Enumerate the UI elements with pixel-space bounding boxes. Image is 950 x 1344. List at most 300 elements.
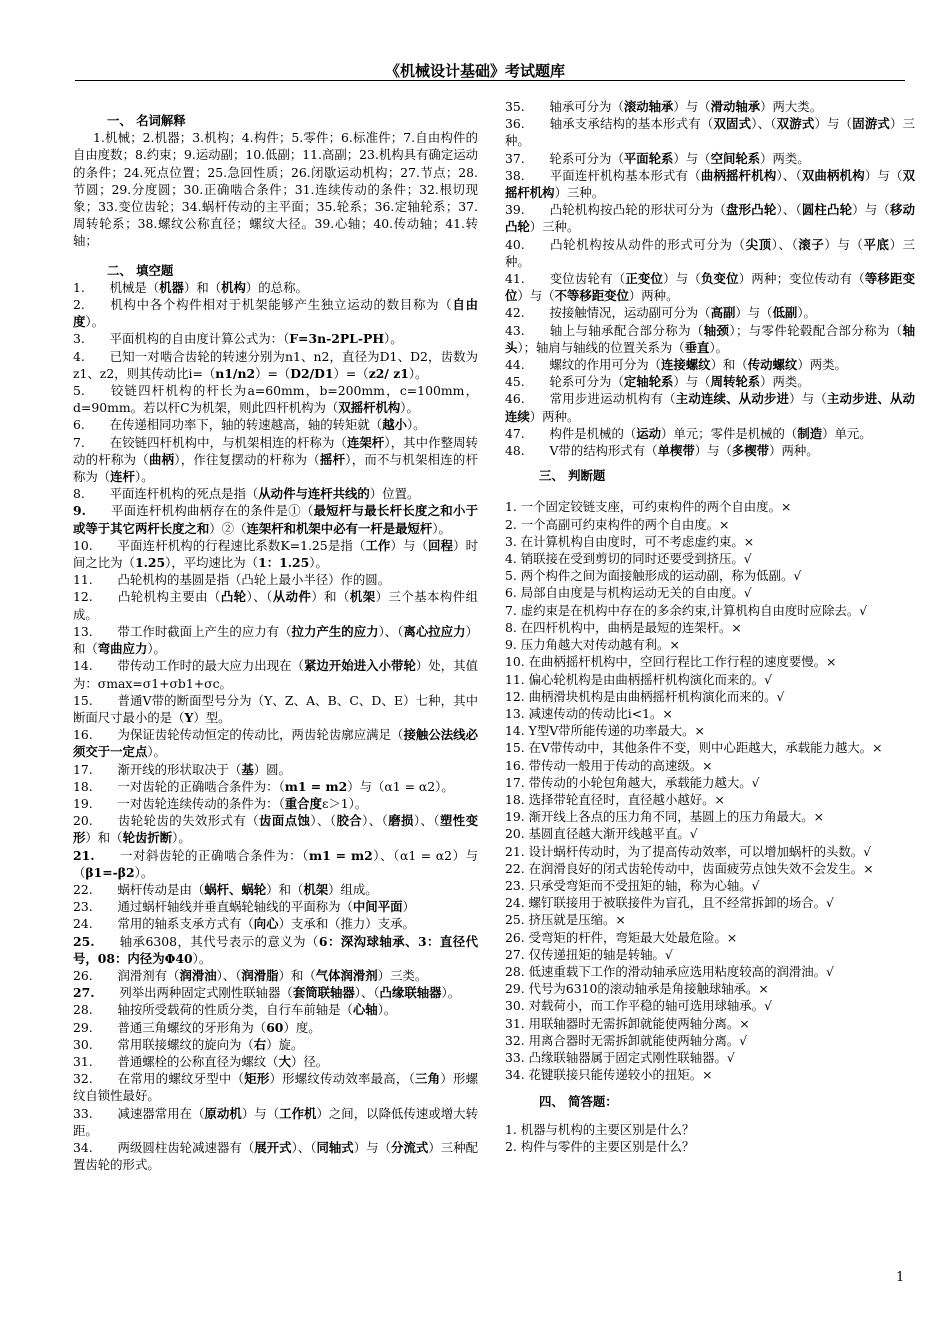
section-1-heading: 一、 名词解释 <box>107 113 186 128</box>
answer-text: 越小 <box>382 417 407 433</box>
question-text: ）。 <box>384 331 403 347</box>
answer-text: 1.25 <box>134 555 166 571</box>
question-text: 35. 轴承可分为（ <box>505 99 624 114</box>
answer-text: 三角 <box>415 1071 441 1087</box>
header-rule <box>75 80 905 81</box>
answer-text: 27. <box>73 985 120 1001</box>
true-false-item: 2. 一个高副可约束构件的两个自由度。× <box>505 516 730 532</box>
answer-text: 轴头 <box>505 322 915 355</box>
true-false-item: 31. 用联轴器时无需拆卸就能使两轴分离。× <box>505 1015 750 1031</box>
answer-text: 单楔带 <box>657 443 695 459</box>
true-false-item: 21. 设计蜗杆传动时，为了提高传动效率，可以增加蜗杆的头数。√ <box>505 843 872 859</box>
fill-in-item <box>73 502 478 536</box>
fill-in-item <box>73 915 478 932</box>
answer-text: 平底 <box>863 236 890 252</box>
answer-text: 制造 <box>797 425 823 441</box>
page-number: 1 <box>896 1270 905 1285</box>
true-false-item: 8. 在四杆机构中，曲柄是最短的连架杆。× <box>505 619 742 635</box>
answer-text: 低副 <box>772 305 798 321</box>
question-text: ）。 <box>441 985 461 1001</box>
question-text: 37. 轮系可分为（ <box>505 150 624 166</box>
answer-text: 工作 <box>365 537 391 553</box>
left-column <box>73 98 478 1173</box>
question-text: 36. 轴承支承结构的基本形式有（ <box>505 116 714 132</box>
fill-in-item <box>505 304 915 321</box>
answer-text: 接触公法线必须交于一定点 <box>73 727 478 760</box>
answer-text: F=3n-2PL-PH <box>289 331 385 347</box>
question-text: 42. 按接触情况，运动副可分为（ <box>505 305 711 321</box>
question-text: ）。 <box>85 314 104 330</box>
question-text: ）单元；零件是机械的（ <box>661 425 798 441</box>
answer-text: 塑性变形 <box>73 813 478 846</box>
answer-text: 轴颈 <box>703 322 730 338</box>
question-text: ）两类。 <box>760 374 810 390</box>
fill-in-item <box>73 485 478 502</box>
fill-in-item <box>73 812 478 846</box>
fill-in-item <box>505 390 915 424</box>
question-text: 7. 在铰链四杆机构中，与机架相连的杆称为（ <box>73 434 347 450</box>
true-false-item: 28. 低速重载下工作的滑动轴承应选用粘度较高的润滑油。√ <box>505 963 834 979</box>
answer-text: 负变位 <box>700 271 739 287</box>
question-text: ）两种。 <box>529 408 580 424</box>
fill-in-item <box>73 898 478 915</box>
question-text: ）。 <box>400 400 419 416</box>
question-text: ）型。 <box>193 709 231 725</box>
question-text: 34. 两级圆柱齿轮减速器有（ <box>73 1139 255 1155</box>
section-2-heading: 二、 填空题 <box>107 262 174 278</box>
question-text: 5. 铰链四杆机构的杆长为a=60mm，b=200mm，c=100mm，d=90mm。若以杆C为机架，则此四杆机构为（ <box>73 383 478 416</box>
answer-text: 滑动轴承 <box>710 99 761 114</box>
fill-in-item <box>505 115 915 149</box>
answer-text: 磨损 <box>388 813 414 829</box>
answer-text: 25. <box>73 933 120 949</box>
true-false-item: 32. 用离合器时无需拆卸就能使两轴分离。√ <box>505 1032 748 1048</box>
answer-text: 齿面点蚀 <box>259 813 311 829</box>
question-text: ）时间之比为（ <box>73 537 479 571</box>
answer-text: 气体润滑剂 <box>315 967 378 983</box>
fill-in-item <box>73 537 478 571</box>
question-text: ）单元。 <box>822 425 872 441</box>
question-text: 28. 轴按所受载荷的性质分类，自行车前轴是（ <box>73 1002 353 1018</box>
answer-text: 圆柱凸轮 <box>801 202 853 218</box>
question-text: ）三种。 <box>505 116 916 149</box>
question-text: ），作往复摆动的杆称为（ <box>174 451 320 467</box>
fill-in-item <box>73 761 478 778</box>
question-text: ）和（ <box>73 623 478 657</box>
question-text: ）。 <box>147 641 166 657</box>
question-text: ）圆。 <box>253 761 291 777</box>
question-text: ）三类。 <box>377 967 428 983</box>
answer-text: 蜗杆、蜗轮 <box>204 881 267 897</box>
true-false-item: 9. 压力角越大对传动越有利。× <box>505 637 680 653</box>
fill-in-list <box>73 279 478 1174</box>
true-false-item: 24. 螺钉联接用于被联接件为盲孔，且不经常拆卸的场合。√ <box>505 895 834 911</box>
question-text: ）径。 <box>290 1053 329 1069</box>
answer-text: D2/D1 <box>290 365 334 381</box>
question-text: ）、（ <box>354 985 380 1001</box>
question-text: ）。 <box>432 520 451 536</box>
fill-in-item <box>73 1053 478 1070</box>
true-false-item: 20. 基圆直径越大渐开线越平直。√ <box>505 826 698 842</box>
fill-in-item <box>505 373 915 390</box>
answer-text: 曲柄摇杆机构 <box>700 167 777 183</box>
answer-text: 主动步进、从动连续 <box>505 391 915 424</box>
answer-text: m1 = m2 <box>308 847 373 863</box>
fill-in-item <box>73 795 478 812</box>
answer-text: 机器 <box>159 279 184 295</box>
fill-in-item <box>73 847 478 881</box>
question-text: ）和（ <box>311 589 350 605</box>
fill-in-item <box>73 330 478 347</box>
question-text: 43. 轴上与轴承配合部分称为（ <box>505 322 704 338</box>
question-text: ）与（ <box>663 271 701 287</box>
question-text: ）三种。 <box>505 236 915 269</box>
question-text: ）；与零件轮毂配合部分称为（ <box>729 322 903 338</box>
answer-text: 双曲柄机构 <box>801 167 865 183</box>
question-text: ）、（ <box>310 813 337 829</box>
section-3-heading: 三、 判断题 <box>539 468 606 484</box>
answer-text: 胶合 <box>336 813 363 829</box>
answer-text: 双摇杆机构 <box>505 167 915 201</box>
answer-text: 向心 <box>253 916 279 932</box>
page-title: 《机械设计基础》考试题库 <box>384 62 565 80</box>
question-text: ）。 <box>406 417 426 433</box>
question-text: 40. 凸轮机构按从动件的形式可分为（ <box>505 236 746 252</box>
question-text: 32. 在常用的螺纹牙型中（ <box>73 1071 245 1087</box>
answer-text: 回程 <box>428 537 454 553</box>
answer-text: 凸缘联轴器 <box>379 985 442 1001</box>
true-false-item: 25. 挤压就是压缩。× <box>505 912 626 928</box>
answer-text: 定轴轮系 <box>623 374 674 390</box>
true-false-item: 17. 带传动的小轮包角越大，承载能力越大。√ <box>505 774 760 790</box>
answer-text: 从动件与连杆共线的 <box>258 486 370 502</box>
answer-text: 尖顶 <box>745 236 772 252</box>
true-false-item: 10. 在曲柄摇杆机构中，空回行程比工作行程的速度要慢。× <box>505 654 837 670</box>
fill-in-item <box>505 150 915 167</box>
fill-in-item <box>73 881 478 898</box>
question-text: ）。 <box>797 305 816 321</box>
question-text: ）两种；变位传动有（ <box>738 271 865 287</box>
fill-in-item <box>505 167 915 201</box>
fill-in-item <box>73 1019 478 1036</box>
answer-text: 最短杆与最长杆长度之和小于或等于其它两杆长度之和 <box>73 503 479 536</box>
question-text: 17. 渐开线的形状取决于（ <box>73 761 242 777</box>
question-text: 18. 一对齿轮的正确啮合条件为：（ <box>73 778 285 794</box>
answer-text: 等移距变位 <box>505 271 916 304</box>
true-false-item: 7. 虚约束是在机构中存在的多余约束,计算机构自由度时应除去。√ <box>505 602 868 618</box>
fill-in-item <box>73 1070 478 1104</box>
question-text: ）和（ <box>266 881 304 897</box>
question-text: ）与（ <box>824 236 864 252</box>
answer-text: 套筒联轴器 <box>292 985 355 1001</box>
question-text: ）。 <box>147 744 166 760</box>
question-text: 14. 带传动工作时的最大应力出现在（ <box>73 658 304 674</box>
fill-in-item <box>73 571 478 588</box>
true-false-item: 29. 代号为6310的滚动轴承是角接触球轴承。× <box>505 981 769 997</box>
answer-text: Y <box>184 709 194 725</box>
fill-in-item <box>73 588 478 622</box>
question-text: 轴承6308，其代号表示的意义为（ <box>119 933 319 949</box>
question-text: 16. 为保证齿轮传动恒定的传动比，两齿轮齿廓应满足（ <box>73 727 404 743</box>
question-text: ）与（ <box>241 1105 280 1121</box>
fill-in-item <box>73 416 478 433</box>
question-text: 45. 轮系可分为（ <box>505 374 624 390</box>
question-text: 44. 螺纹的作用可分为（ <box>505 357 662 373</box>
answer-text: 展开式 <box>254 1139 292 1155</box>
true-false-item: 16. 带传动一般用于传动的高速级。× <box>505 757 713 773</box>
question-text: 12. 凸轮机构主要由（ <box>73 589 221 605</box>
question-text: 1. 机械是（ <box>73 279 160 295</box>
true-false-item: 33. 凸缘联轴器属于固定式刚性联轴器。√ <box>505 1049 735 1065</box>
question-text: ）、（ <box>771 236 799 252</box>
true-false-item: 23. 只承受弯矩而不受扭矩的轴，称为心轴。√ <box>505 877 760 893</box>
answer-text: 曲柄 <box>148 451 175 467</box>
answer-text: 双摇杆机构 <box>338 400 401 416</box>
question-text: ）、（ <box>378 623 404 639</box>
answer-text: 心轴 <box>352 1002 378 1018</box>
fill-in-item <box>505 425 915 442</box>
question-text: ）与（ <box>517 288 555 304</box>
answer-text: n1/n2 <box>215 365 256 381</box>
answer-text: 多楔带 <box>731 443 770 459</box>
question-text: ）。 <box>172 830 191 846</box>
question-text: ）、（α1 = α2）与（ <box>73 847 478 880</box>
question-text: ）位置。 <box>369 486 420 502</box>
fill-in-list-continued <box>505 98 915 459</box>
question-text: 6. 在传递相同功率下，轴的转速越高，轴的转矩就（ <box>73 417 383 433</box>
question-text: 列举出两种固定式刚性联轴器（ <box>119 985 293 1001</box>
question-text: ）、（ <box>776 167 802 183</box>
question-text: 一对斜齿轮的正确啮合条件为：（ <box>119 847 309 863</box>
question-text: ）。 <box>408 365 428 381</box>
question-text: ）。 <box>709 339 729 355</box>
answer-text: 机架 <box>349 589 376 605</box>
answer-text: 凸轮 <box>220 589 247 605</box>
question-text: 46. 常用步进运动机构有（ <box>505 391 676 407</box>
answer-text: 不等移距变位 <box>554 288 629 304</box>
answer-text: 双固式 <box>713 116 752 132</box>
question-text: ），而不与机架相连的杆称为（ <box>73 451 478 485</box>
answer-text: 周转轮系 <box>710 374 761 390</box>
question-text: 11. 凸轮机构的基圆是指（凸轮上最小半径）作的圆。 <box>73 572 391 588</box>
question-text: 10. 平面连杆机构的行程速比系数K=1.25是指（ <box>73 537 366 553</box>
question-text: 8. 平面连杆机构的死点是指（ <box>73 486 259 502</box>
section-4-heading: 四、 简答题： <box>539 1094 618 1110</box>
fill-in-item <box>73 434 478 486</box>
short-answer-list <box>505 1121 915 1155</box>
question-text: ）、（ <box>291 1139 317 1155</box>
question-text: ）。 <box>377 1002 397 1018</box>
question-text: ）、（ <box>362 813 389 829</box>
answer-text: 滚动轴承 <box>623 99 674 114</box>
question-text: 23. 通过蜗杆轴线并垂直蜗轮轴线的平面称为（ <box>73 899 353 915</box>
question-text: ）三个基本构件组成。 <box>73 589 479 622</box>
question-text: ）。 <box>309 555 328 571</box>
answer-text: 连架杆 <box>346 434 385 450</box>
answer-text: 连架杆和机架中必有一杆是最短杆 <box>246 520 433 536</box>
question-text: ）和（ <box>710 357 748 373</box>
question-text: ）与（ <box>735 305 773 321</box>
question-text: ） <box>402 899 415 915</box>
true-false-item: 26. 受弯矩的杆件，弯矩最大处最危险。× <box>505 929 738 945</box>
question-text: ）度。 <box>283 1019 321 1035</box>
fill-in-item <box>73 933 478 967</box>
question-text: 26. 润滑剂有（ <box>73 967 180 983</box>
fill-in-item <box>505 236 915 270</box>
fill-in-item <box>73 778 478 795</box>
question-text: ）形螺纹传动效率最高，（ <box>269 1071 416 1087</box>
question-text: 33. 减速器常用在（ <box>73 1105 205 1121</box>
question-text: ）、（ <box>216 967 242 983</box>
true-false-item: 5. 两个构件之间为面接触形成的运动副，称为低副。√ <box>505 568 802 584</box>
question-text: ）与（ <box>852 202 891 218</box>
question-text: ）②（ <box>209 520 247 536</box>
fill-in-item <box>73 623 478 657</box>
answer-text: 大 <box>278 1053 291 1069</box>
short-answer-item: 2. 构件与零件的主要区别是什么？ <box>505 1138 695 1154</box>
fill-in-item <box>505 98 915 115</box>
true-false-item: 34. 花键联接只能传递较小的扭矩。× <box>505 1067 713 1083</box>
answer-text: 滚子 <box>798 236 825 252</box>
question-text: 41. 变位齿轮有（ <box>505 271 626 287</box>
answer-text: 机构 <box>221 279 246 295</box>
question-text: ）=（ <box>333 365 369 381</box>
fill-in-item <box>73 279 478 296</box>
question-text: ）和（ <box>278 967 316 983</box>
fill-in-item <box>73 692 478 726</box>
question-text: ）与（ <box>814 116 853 132</box>
answer-text: 21. <box>73 847 120 863</box>
question-text: 22. 蜗杆传动是由（ <box>73 881 205 897</box>
question-text: 38. 平面连杆机构基本形式有（ <box>505 167 701 183</box>
fill-in-item <box>73 1105 478 1139</box>
answer-text: 弯曲应力 <box>97 641 148 657</box>
question-text: ）与（ <box>789 391 827 407</box>
question-text: ）两类。 <box>760 150 810 166</box>
answer-text: 重合度 <box>284 795 322 811</box>
answer-text: 工作机 <box>279 1105 317 1121</box>
question-text: ）、（ <box>751 116 777 132</box>
answer-text: 矩形 <box>244 1071 270 1087</box>
answer-text: 双游式 <box>776 116 815 132</box>
definitions-list: 1.机械；2.机器；3.机构；4.构件；5.零件；6.标准件；7.自由构件的自由度数；8.约束；9.运动副；10.低副；11.高副；23.机构具有确定运动的条件；24.死点位置；25.急回性质；26.闭歇运动机构；27.节点；28.节圆；29.分度圆；30.正确啮合条件；31.连续传动的条件；32.根切现象；33.变位齿轮；34.蜗杆传动的主平面；35.轮系；36.定轴轮系；37.周转轮系；38.螺纹公称直径；螺纹大径。39.心轴；40.传动轴；41.转轴； <box>73 130 478 249</box>
fill-in-item <box>73 1139 478 1173</box>
answer-text: 主动连续、从动步进 <box>675 391 790 407</box>
answer-text: 盘形凸轮 <box>726 202 777 218</box>
answer-text: 基 <box>241 761 254 777</box>
question-text: ）三种。 <box>554 185 605 201</box>
question-text: 29. 普通三角螺纹的牙形角为（ <box>73 1019 267 1035</box>
answer-text: 同轴式 <box>316 1139 354 1155</box>
question-text: ）与（ <box>673 374 711 390</box>
question-text: ）和（ <box>85 830 123 846</box>
answer-text: 连接螺纹 <box>661 357 711 373</box>
right-column <box>505 98 915 1155</box>
question-text: ）与（ <box>673 99 711 114</box>
true-false-item: 18. 选择带轮直径时，直径越小越好。× <box>505 791 725 807</box>
question-text: ）形螺纹自锁性最好。 <box>73 1071 479 1104</box>
question-text: 39. 凸轮机构按凸轮的形状可分为（ <box>505 202 727 218</box>
question-text: ）与（α1 = α2）。 <box>347 778 454 794</box>
answer-text: 摇杆 <box>319 451 346 467</box>
question-text: ），其中作整周转动的杆称为（ <box>73 434 478 467</box>
fill-in-item <box>73 726 478 760</box>
answer-text: 中间平面 <box>352 899 403 915</box>
question-text: ）两大类。 <box>760 99 823 114</box>
question-text: ）两类。 <box>797 357 847 373</box>
fill-in-item <box>73 1001 478 1018</box>
question-text: ）、（ <box>776 202 802 218</box>
true-false-item: 30. 对载荷小，而工作平稳的轴可选用球轴承。√ <box>505 998 772 1014</box>
answer-text: 空间轮系 <box>710 150 761 166</box>
answer-text: 分流式 <box>391 1139 429 1155</box>
true-false-item: 1. 一个固定铰链支座，可约束构件的两个自由度。× <box>505 499 792 515</box>
fill-in-item <box>73 382 478 416</box>
true-false-item: 27. 仅传递扭矩的轴是转轴。√ <box>505 946 673 962</box>
question-text: 20. 齿轮轮齿的失效形式有（ <box>73 813 260 829</box>
question-text: ε＞1）。 <box>321 795 368 811</box>
true-false-item: 13. 减速传动的传动比i<1。× <box>505 705 673 721</box>
fill-in-item <box>505 356 915 373</box>
answer-text: 9. <box>73 503 111 519</box>
question-text: 24. 常用的轴系支承方式有（ <box>73 916 254 932</box>
fill-in-item <box>73 967 478 984</box>
question-text: ）的总称。 <box>245 279 308 295</box>
answer-text: 机架 <box>303 881 329 897</box>
question-text: ）=（ <box>255 365 291 381</box>
question-text: 平面连杆机构曲柄存在的条件是①（ <box>110 503 314 519</box>
question-text: ）与（ <box>673 150 711 166</box>
question-text: ）旋。 <box>266 1036 304 1052</box>
answer-text: 润滑油 <box>179 967 217 983</box>
fill-in-item <box>73 296 478 330</box>
true-false-item: 19. 渐开线上各点的压力角不同，基圆上的压力角最大。× <box>505 809 825 825</box>
true-false-item: 4. 销联接在受到剪切的同时还要受到挤压。√ <box>505 551 752 567</box>
question-text: ），平均速比为（ <box>165 555 259 571</box>
question-text: ）与（ <box>864 167 903 183</box>
answer-text: 右 <box>253 1036 267 1052</box>
answer-text: 拉力产生的应力 <box>291 623 379 639</box>
answer-text: 从动件 <box>272 589 312 605</box>
answer-text: 原动机 <box>204 1105 242 1121</box>
question-text: ）。 <box>134 469 154 485</box>
answer-text: 正变位 <box>625 271 664 287</box>
true-false-item: 3. 在计算机构自由度时，可不考虑虚约束。× <box>505 533 755 549</box>
question-text: 30. 常用联接螺纹的旋向为（ <box>73 1036 254 1052</box>
answer-text: 传动螺纹 <box>747 357 798 373</box>
question-text: ）。 <box>192 950 212 966</box>
question-text: ）、（ <box>413 813 440 829</box>
fill-in-item <box>505 322 915 356</box>
true-false-item: 15. 在V带传动中，其他条件不变，则中心距越大，承载能力越大。× <box>505 740 883 756</box>
answer-text: 连杆 <box>110 469 135 485</box>
answer-text: 紧边开始进入小带轮 <box>304 658 416 674</box>
answer-text: 垂直 <box>684 339 710 355</box>
question-text: ）与（ <box>353 1139 392 1155</box>
true-false-item: 22. 在润滑良好的闭式齿轮传动中，齿面疲劳点蚀失效不会发生。× <box>505 860 874 876</box>
true-false-item: 14. Y型V带所能传递的功率最大。× <box>505 723 705 739</box>
answer-text: β1=-β2 <box>85 864 135 880</box>
answer-text: 运动 <box>636 425 662 441</box>
true-false-list <box>505 498 915 1083</box>
answer-text: 1：1.25 <box>258 555 310 571</box>
answer-text: 轮齿折断 <box>122 830 173 846</box>
question-text: ）两种。 <box>628 288 679 304</box>
answer-text: m1 = m2 <box>284 778 348 794</box>
question-text: ）与（ <box>390 537 429 553</box>
question-text: ）处，其值为：σmax=σ1+σb1+σc。 <box>73 658 479 691</box>
answer-text: 自由度 <box>73 297 479 330</box>
